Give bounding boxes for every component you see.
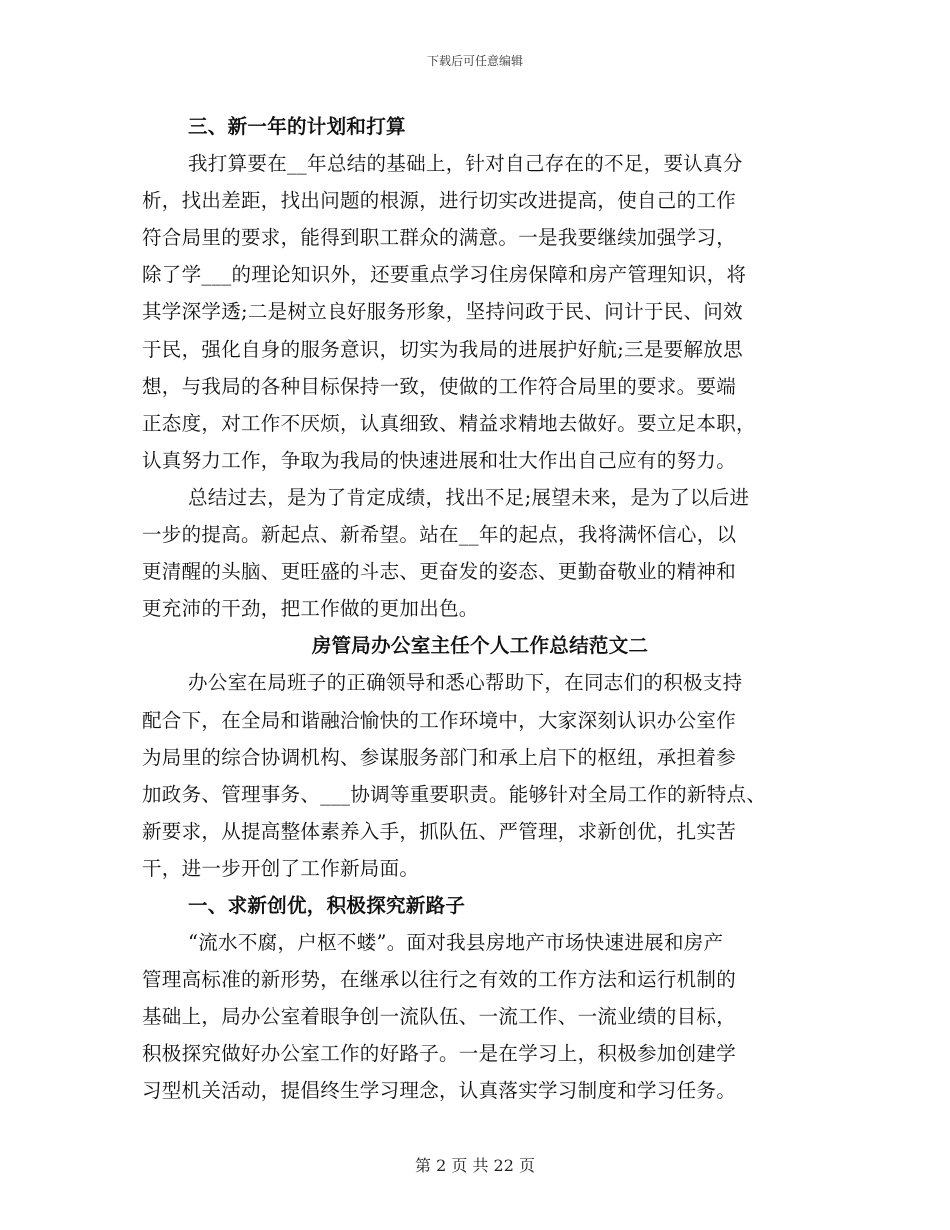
text-line: 于民，强化自身的服务意识，切实为我局的进展护好航;三是要解放思 bbox=[142, 337, 743, 361]
text-line: 更清醒的头脑、更旺盛的斗志、更奋发的姿态、更勤奋敬业的精神和 bbox=[142, 560, 737, 584]
text-line: 一步的提高。新起点、新希望。站在__年的起点，我将满怀信心，以 bbox=[142, 523, 737, 547]
section-heading: 一、求新创优，积极探究新路子 bbox=[188, 893, 466, 917]
section-heading: 房管局办公室主任个人工作总结范文二 bbox=[311, 634, 649, 658]
text-line: 析，找出差距，找出问题的根源，进行切实改进提高，使自己的工作 bbox=[142, 189, 737, 213]
text-line: 管理高标准的新形势，在继承以往行之有效的工作方法和运行机制的 bbox=[142, 968, 737, 992]
text-line: 配合下，在全局和谐融洽愉快的工作环境中，大家深刻认识办公室作 bbox=[142, 708, 737, 732]
text-line: “流水不腐，户枢不蝼”。面对我县房地产市场快速进展和房产 bbox=[188, 931, 724, 955]
text-line: 总结过去，是为了肯定成绩，找出不足;展望未来，是为了以后进 bbox=[188, 485, 750, 509]
text-line: 习型机关活动，提倡终生学习理念，认真落实学习制度和学习任务。 bbox=[142, 1079, 737, 1103]
text-line: 办公室在局班子的正确领导和悉心帮助下，在同志们的积极支持 bbox=[188, 671, 743, 695]
text-line: 新要求，从提高整体素养入手，抓队伍、严管理，求新创优，扎实苦 bbox=[142, 819, 737, 843]
page-header: 下载后可任意编辑 bbox=[426, 54, 523, 68]
text-line: 基础上，局办公室着眼争创一流队伍、一流工作、一流业绩的目标， bbox=[142, 1005, 737, 1029]
document-body bbox=[142, 108, 818, 1110]
text-line: 认真努力工作，争取为我局的快速进展和壮大作出自己应有的努力。 bbox=[142, 448, 737, 472]
section-heading: 三、新一年的计划和打算 bbox=[188, 115, 406, 138]
text-line: 符合局里的要求，能得到职工群众的满意。一是我要继续加强学习， bbox=[142, 226, 737, 250]
text-line: 干，进一步开创了工作新局面。 bbox=[142, 856, 420, 880]
page-footer: 第 2 页 共 22 页 bbox=[415, 1156, 535, 1175]
text-line: 积极探究做好办公室工作的好路子。一是在学习上，积极参加创建学 bbox=[142, 1042, 737, 1066]
text-line: 其学深学透;二是树立良好服务形象，坚持问政于民、问计于民、问效 bbox=[142, 300, 743, 324]
text-line: 为局里的综合协调机构、参谋服务部门和承上启下的枢纽，承担着参 bbox=[142, 745, 737, 769]
text-line: 我打算要在__年总结的基础上，针对自己存在的不足，要认真分 bbox=[188, 152, 743, 176]
text-line: 正态度，对工作不厌烦，认真细致、精益求精地去做好。要立足本职， bbox=[142, 411, 756, 435]
text-line: 更充沛的干劲，把工作做的更加出色。 bbox=[142, 597, 479, 621]
text-line: 想，与我局的各种目标保持一致，使做的工作符合局里的要求。要端 bbox=[142, 374, 737, 398]
text-line: 加政务、管理事务、___协调等重要职责。能够针对全局工作的新特点、 bbox=[142, 782, 767, 806]
text-line: 除了学___的理论知识外，还要重点学习住房保障和房产管理知识，将 bbox=[142, 263, 747, 287]
